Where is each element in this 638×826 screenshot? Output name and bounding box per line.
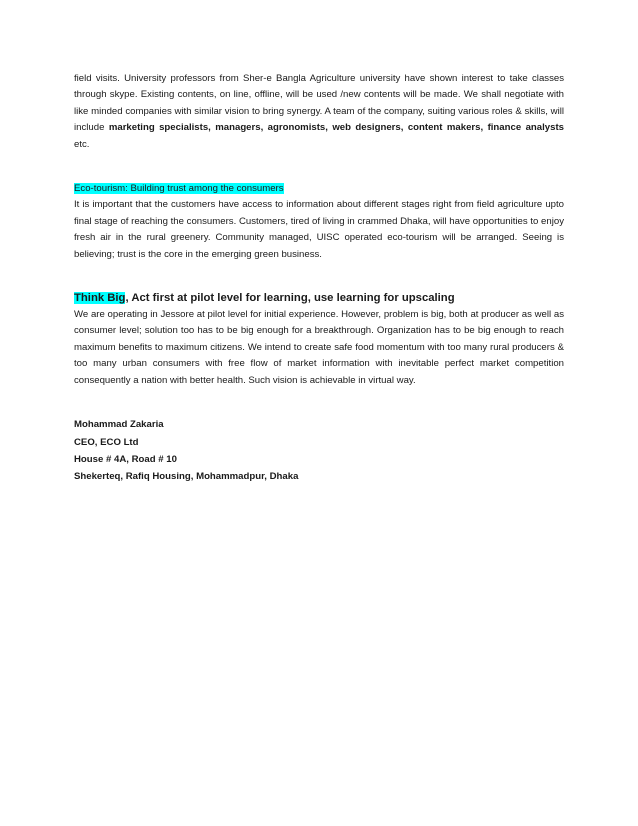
team-roles-bold: marketing specialists, managers, agronomists, web designers, content makers, finance analysts xyxy=(108,122,564,134)
address-line-1: House # 4A, Road # 10 xyxy=(74,453,177,465)
highlighted-think-big: Think Big xyxy=(74,292,126,305)
paragraph-team-and-partners xyxy=(74,71,564,153)
signatory-title: CEO, ECO Ltd xyxy=(74,436,139,448)
section-eco-tourism xyxy=(74,181,564,263)
signature-block xyxy=(74,416,564,486)
address-line-2: Shekerteq, Rafiq Housing, Mohammadpur, Dhaka xyxy=(74,471,299,483)
paragraph-think-big: We are operating in Jessore at pilot level for initial experience. However, problem is big, both at producer as well as consumer level; solution too has to be big enough for a breakthrough. Organization has to be big enough to reach maximum benefits to maximum citizens. We intend to create safe food momentum with too many rural producers & too many urban consumers with free flow of market information with inevitable perfect market competition consequently a nation with better health. Such vision is achievable in virtual way. xyxy=(74,309,564,386)
paragraph-text-end: etc. xyxy=(74,138,90,150)
section-heading-think-big xyxy=(74,290,564,307)
section-think-big xyxy=(74,290,564,389)
signatory-name: Mohammad Zakaria xyxy=(74,419,164,431)
highlighted-heading: Eco-tourism: Building trust among the consumers xyxy=(74,183,284,195)
paragraph-text: field visits. University professors from Sher-e Bangla Agriculture university have shown interest to take classes through skype. Existing contents, on line, offline, will be used /new contents will be made. We shall negotiate with like minded companies with similar vision to bring synergy. A team of the company, suiting various roles & skills, will include xyxy=(74,73,564,134)
paragraph-eco-tourism: It is important that the customers have access to information about different stages right from field agriculture upto final stage of reaching the consumers. Customers, tired of living in crammed Dhaka, will have opportunities to enjoy fresh air in the rural greenery. Community managed, UISC operated eco-tourism will be arranged. Seeing is believing; trust is the core in the emerging green business. xyxy=(74,199,564,260)
heading-rest: , Act first at pilot level for learning, use learning for upscaling xyxy=(125,292,455,305)
section-heading-eco-tourism xyxy=(74,181,564,197)
